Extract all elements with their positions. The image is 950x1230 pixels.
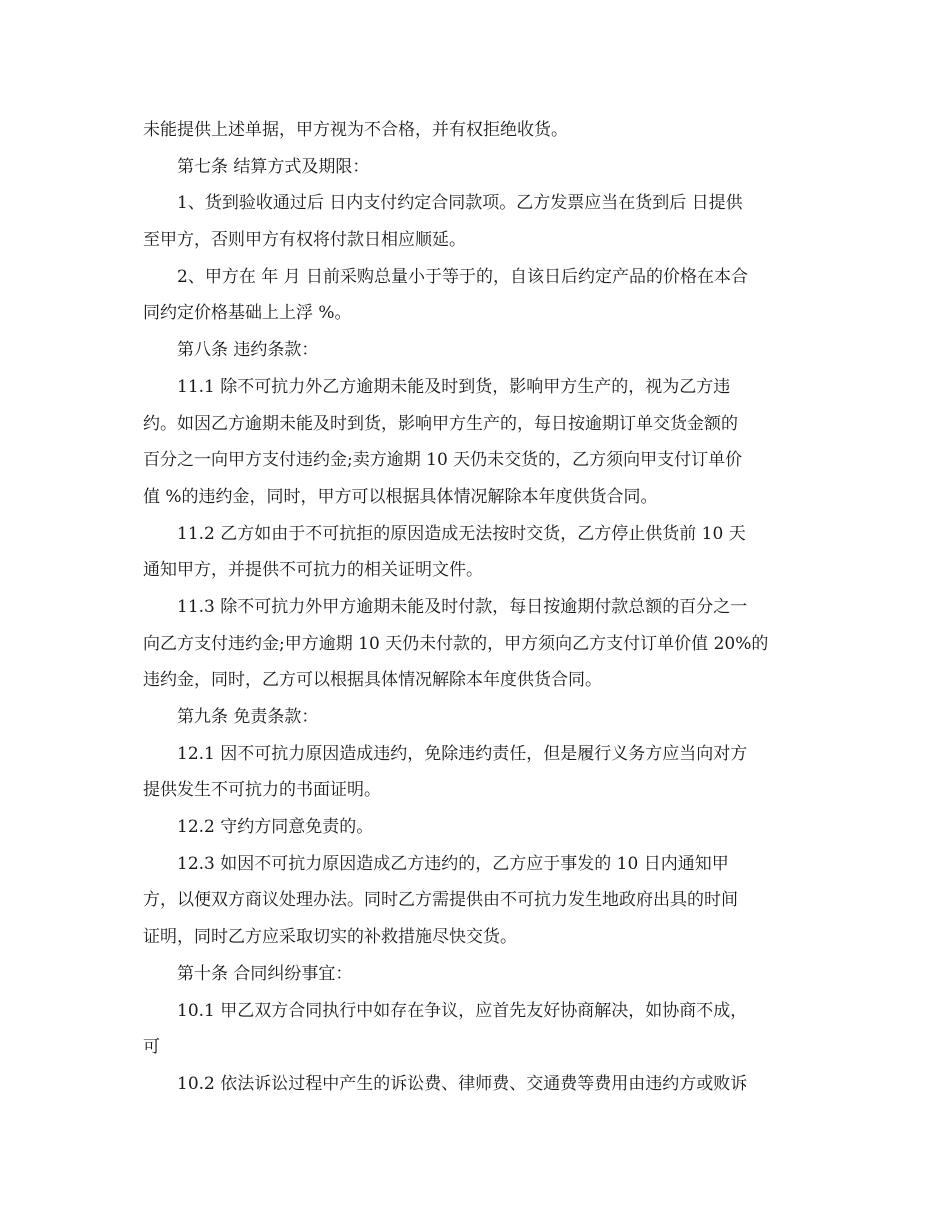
document-line: 1、货到验收通过后 日内支付约定合同款项。乙方发票应当在货到后 日提供 <box>177 193 743 214</box>
document-line: 12.2 守约方同意免责的。 <box>177 817 374 838</box>
document-line: 12.1 因不可抗力原因造成违约，免除违约责任，但是履行义务方应当向对方 <box>177 743 748 764</box>
document-line: 可 <box>143 1037 160 1058</box>
document-line: 第七条 结算方式及期限： <box>177 156 370 177</box>
document-line: 提供发生不可抗力的书面证明。 <box>143 780 381 801</box>
document-body <box>143 112 808 1103</box>
document-line: 未能提供上述单据，甲方视为不合格，并有权拒绝收货。 <box>143 120 568 140</box>
document-line: 向乙方支付违约金;甲方逾期 10 天仍未付款的，甲方须向乙方支付订单价值 20%的 <box>143 633 769 654</box>
document-line: 违约金，同时，乙方可以根据具体情况解除本年度供货合同。 <box>143 670 602 691</box>
document-line: 10.2 依法诉讼过程中产生的诉讼费、律师费、交通费等费用由违约方或败诉 <box>177 1073 748 1094</box>
document-line: 通知甲方，并提供不可抗力的相关证明文件。 <box>143 560 483 581</box>
document-line: 2、甲方在 年 月 日前采购总量小于等于的，自该日后约定产品的价格在本合 <box>177 266 749 287</box>
document-line: 第九条 免责条款： <box>177 707 319 727</box>
document-line: 约。如因乙方逾期未能及时到货，影响甲方生产的，每日按逾期订单交货金额的 <box>143 413 738 434</box>
document-line: 第十条 合同纠纷事宜： <box>177 963 353 984</box>
document-line: 百分之一向甲方支付违约金;卖方逾期 10 天仍未交货的，乙方须向甲支付订单价 <box>143 450 743 471</box>
document-line: 方，以便双方商议处理办法。同时乙方需提供由不可抗力发生地政府出具的时间 <box>143 890 738 911</box>
document-line: 第八条 违约条款： <box>177 340 319 361</box>
document-line: 同约定价格基础上上浮 %。 <box>143 303 352 324</box>
document-line: 11.1 除不可抗力外乙方逾期未能及时到货，影响甲方生产的，视为乙方违 <box>177 376 731 397</box>
document-line: 12.3 如因不可抗力原因造成乙方违约的，乙方应于事发的 10 日内通知甲 <box>177 853 729 874</box>
document-line: 10.1 甲乙双方合同执行中如存在争议，应首先友好协商解决，如协商不成， <box>177 1000 748 1021</box>
document-line: 11.2 乙方如由于不可抗拒的原因造成无法按时交货，乙方停止供货前 10 天 <box>177 523 746 544</box>
document-line: 证明，同时乙方应采取切实的补救措施尽快交货。 <box>143 927 517 948</box>
document-line: 至甲方，否则甲方有权将付款日相应顺延。 <box>143 230 466 251</box>
document-line: 值 %的违约金，同时，甲方可以根据具体情况解除本年度供货合同。 <box>143 486 658 507</box>
document-line: 11.3 除不可抗力外甲方逾期未能及时付款，每日按逾期付款总额的百分之一 <box>177 596 748 617</box>
